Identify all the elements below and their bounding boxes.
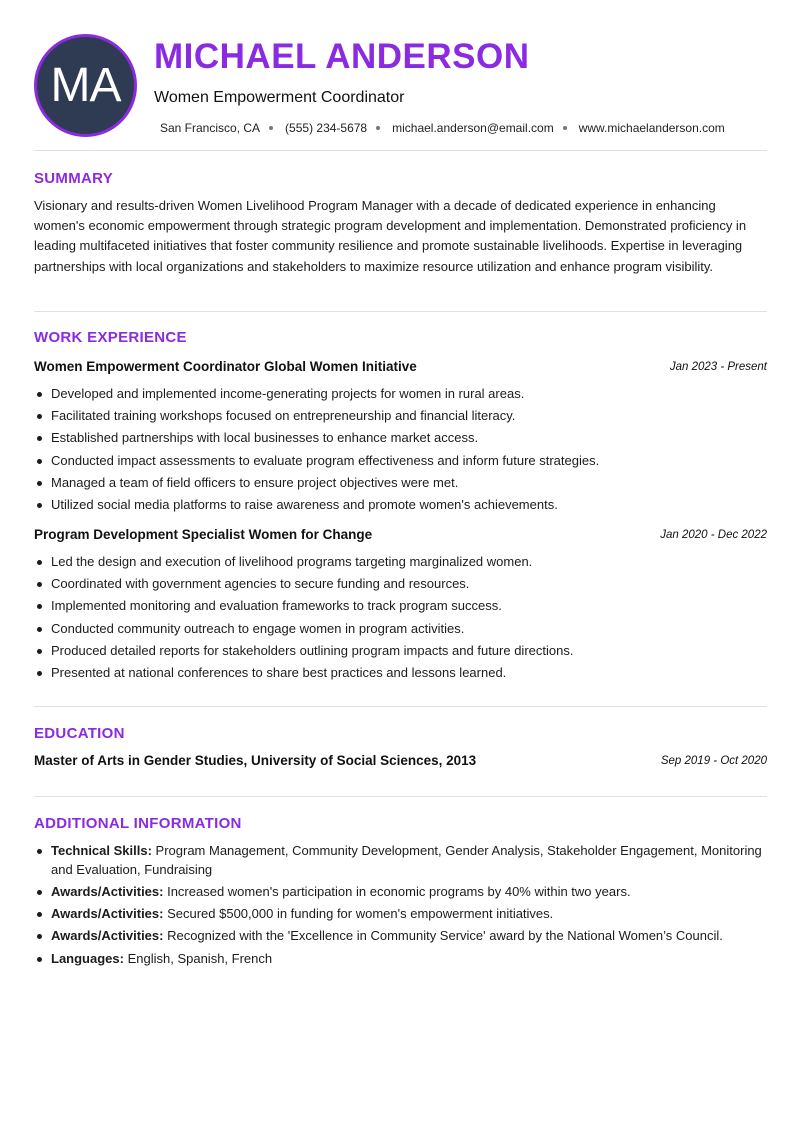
job-header: [34, 526, 767, 546]
info-label: Awards/Activities:: [51, 928, 164, 944]
list-item: Produced detailed reports for stakeholders outlining program impacts and future directions.: [34, 640, 767, 662]
job-dates: Jan 2023 - Present: [669, 361, 767, 373]
list-item: Facilitated training workshops focused on entrepreneurship and financial literacy.: [34, 405, 767, 427]
list-item: [34, 927, 767, 946]
job-dates: Jan 2020 - Dec 2022: [660, 529, 767, 541]
list-item: Coordinated with government agencies to secure funding and resources.: [34, 573, 767, 595]
list-item: Conducted community outreach to engage women in program activities.: [34, 618, 767, 640]
candidate-title: Women Empowerment Coordinator: [154, 89, 405, 106]
contact-website[interactable]: www.michaelanderson.com: [578, 121, 725, 135]
info-text: Program Management, Community Development, Gender Analysis, Stakeholder Engagement, Monitoring and Evaluation, Fundraising: [51, 843, 762, 877]
work-experience-heading: WORK EXPERIENCE: [34, 329, 187, 346]
resume-header: [0, 0, 800, 150]
list-item: [34, 950, 767, 969]
summary-text: Visionary and results-driven Women Livelihood Program Manager with a decade of dedicated experience in enhancing women's economic empowerment through strategic program development and implementation. Demonstrated proficiency in leading multifaceted initiatives that foster community resilience and promote sustainable livelihoods. Expertise in leveraging partnerships with local organizations and stakeholders to maximize resource utilization and enhance program visibility.: [34, 198, 747, 274]
job-role: Women Empowerment Coordinator Global Women Initiative: [34, 359, 417, 374]
list-item: Established partnerships with local businesses to enhance market access.: [34, 427, 767, 449]
list-item: Presented at national conferences to share best practices and lessons learned.: [34, 662, 767, 684]
list-item: [34, 842, 767, 879]
section-divider: [34, 150, 767, 151]
job-entry: [34, 358, 767, 516]
avatar-initials: MA: [50, 59, 121, 112]
additional-information-heading: ADDITIONAL INFORMATION: [34, 815, 242, 832]
separator-dot-icon: [376, 126, 380, 130]
contact-phone: (555) 234-5678: [285, 121, 368, 135]
list-item: Utilized social media platforms to raise awareness and promote women's achievements.: [34, 494, 767, 516]
info-label: Technical Skills:: [51, 843, 152, 858]
list-item: Managed a team of field officers to ensure project objectives were met.: [34, 472, 767, 494]
list-item: Conducted impact assessments to evaluate program effectiveness and inform future strategies.: [34, 450, 767, 472]
list-item: Led the design and execution of livelihood programs targeting marginalized women.: [34, 551, 767, 573]
contact-email[interactable]: michael.anderson@email.com: [392, 121, 554, 135]
section-divider: [34, 311, 767, 312]
education-entry: [34, 752, 767, 774]
candidate-name: MICHAEL ANDERSON: [154, 37, 530, 76]
info-text: Increased women's participation in economic programs by 40% within two years.: [163, 883, 631, 899]
summary-heading: SUMMARY: [34, 170, 114, 187]
contact-location: San Francisco, CA: [160, 121, 261, 135]
additional-information-list: [34, 842, 767, 972]
job-entry: [34, 526, 767, 684]
list-item: Developed and implemented income-generating projects for women in rural areas.: [34, 383, 767, 405]
separator-dot-icon: [269, 126, 273, 130]
education-dates: Sep 2019 - Oct 2020: [660, 755, 767, 767]
job-role: Program Development Specialist Women for Change: [34, 527, 373, 542]
info-label: Awards/Activities:: [51, 906, 164, 922]
section-divider: [34, 706, 767, 707]
section-divider: [34, 796, 767, 797]
info-text: Recognized with the 'Excellence in Community Service' award by the National Women’s Council.: [163, 928, 723, 944]
education-degree: Master of Arts in Gender Studies, University of Social Sciences, 2013: [34, 753, 477, 768]
separator-dot-icon: [563, 126, 567, 130]
job-bullets: [34, 551, 767, 684]
info-text: Secured $500,000 in funding for women's empowerment initiatives.: [163, 906, 554, 922]
list-item: [34, 883, 767, 902]
info-label: Languages:: [51, 950, 124, 966]
list-item: Implemented monitoring and evaluation frameworks to track program success.: [34, 595, 767, 617]
contact-line: [160, 121, 725, 135]
list-item: [34, 905, 767, 924]
education-heading: EDUCATION: [34, 725, 125, 742]
avatar: [34, 34, 137, 137]
info-text: English, Spanish, French: [123, 950, 273, 966]
info-label: Awards/Activities:: [51, 883, 164, 899]
job-bullets: [34, 383, 767, 516]
job-header: [34, 358, 767, 378]
